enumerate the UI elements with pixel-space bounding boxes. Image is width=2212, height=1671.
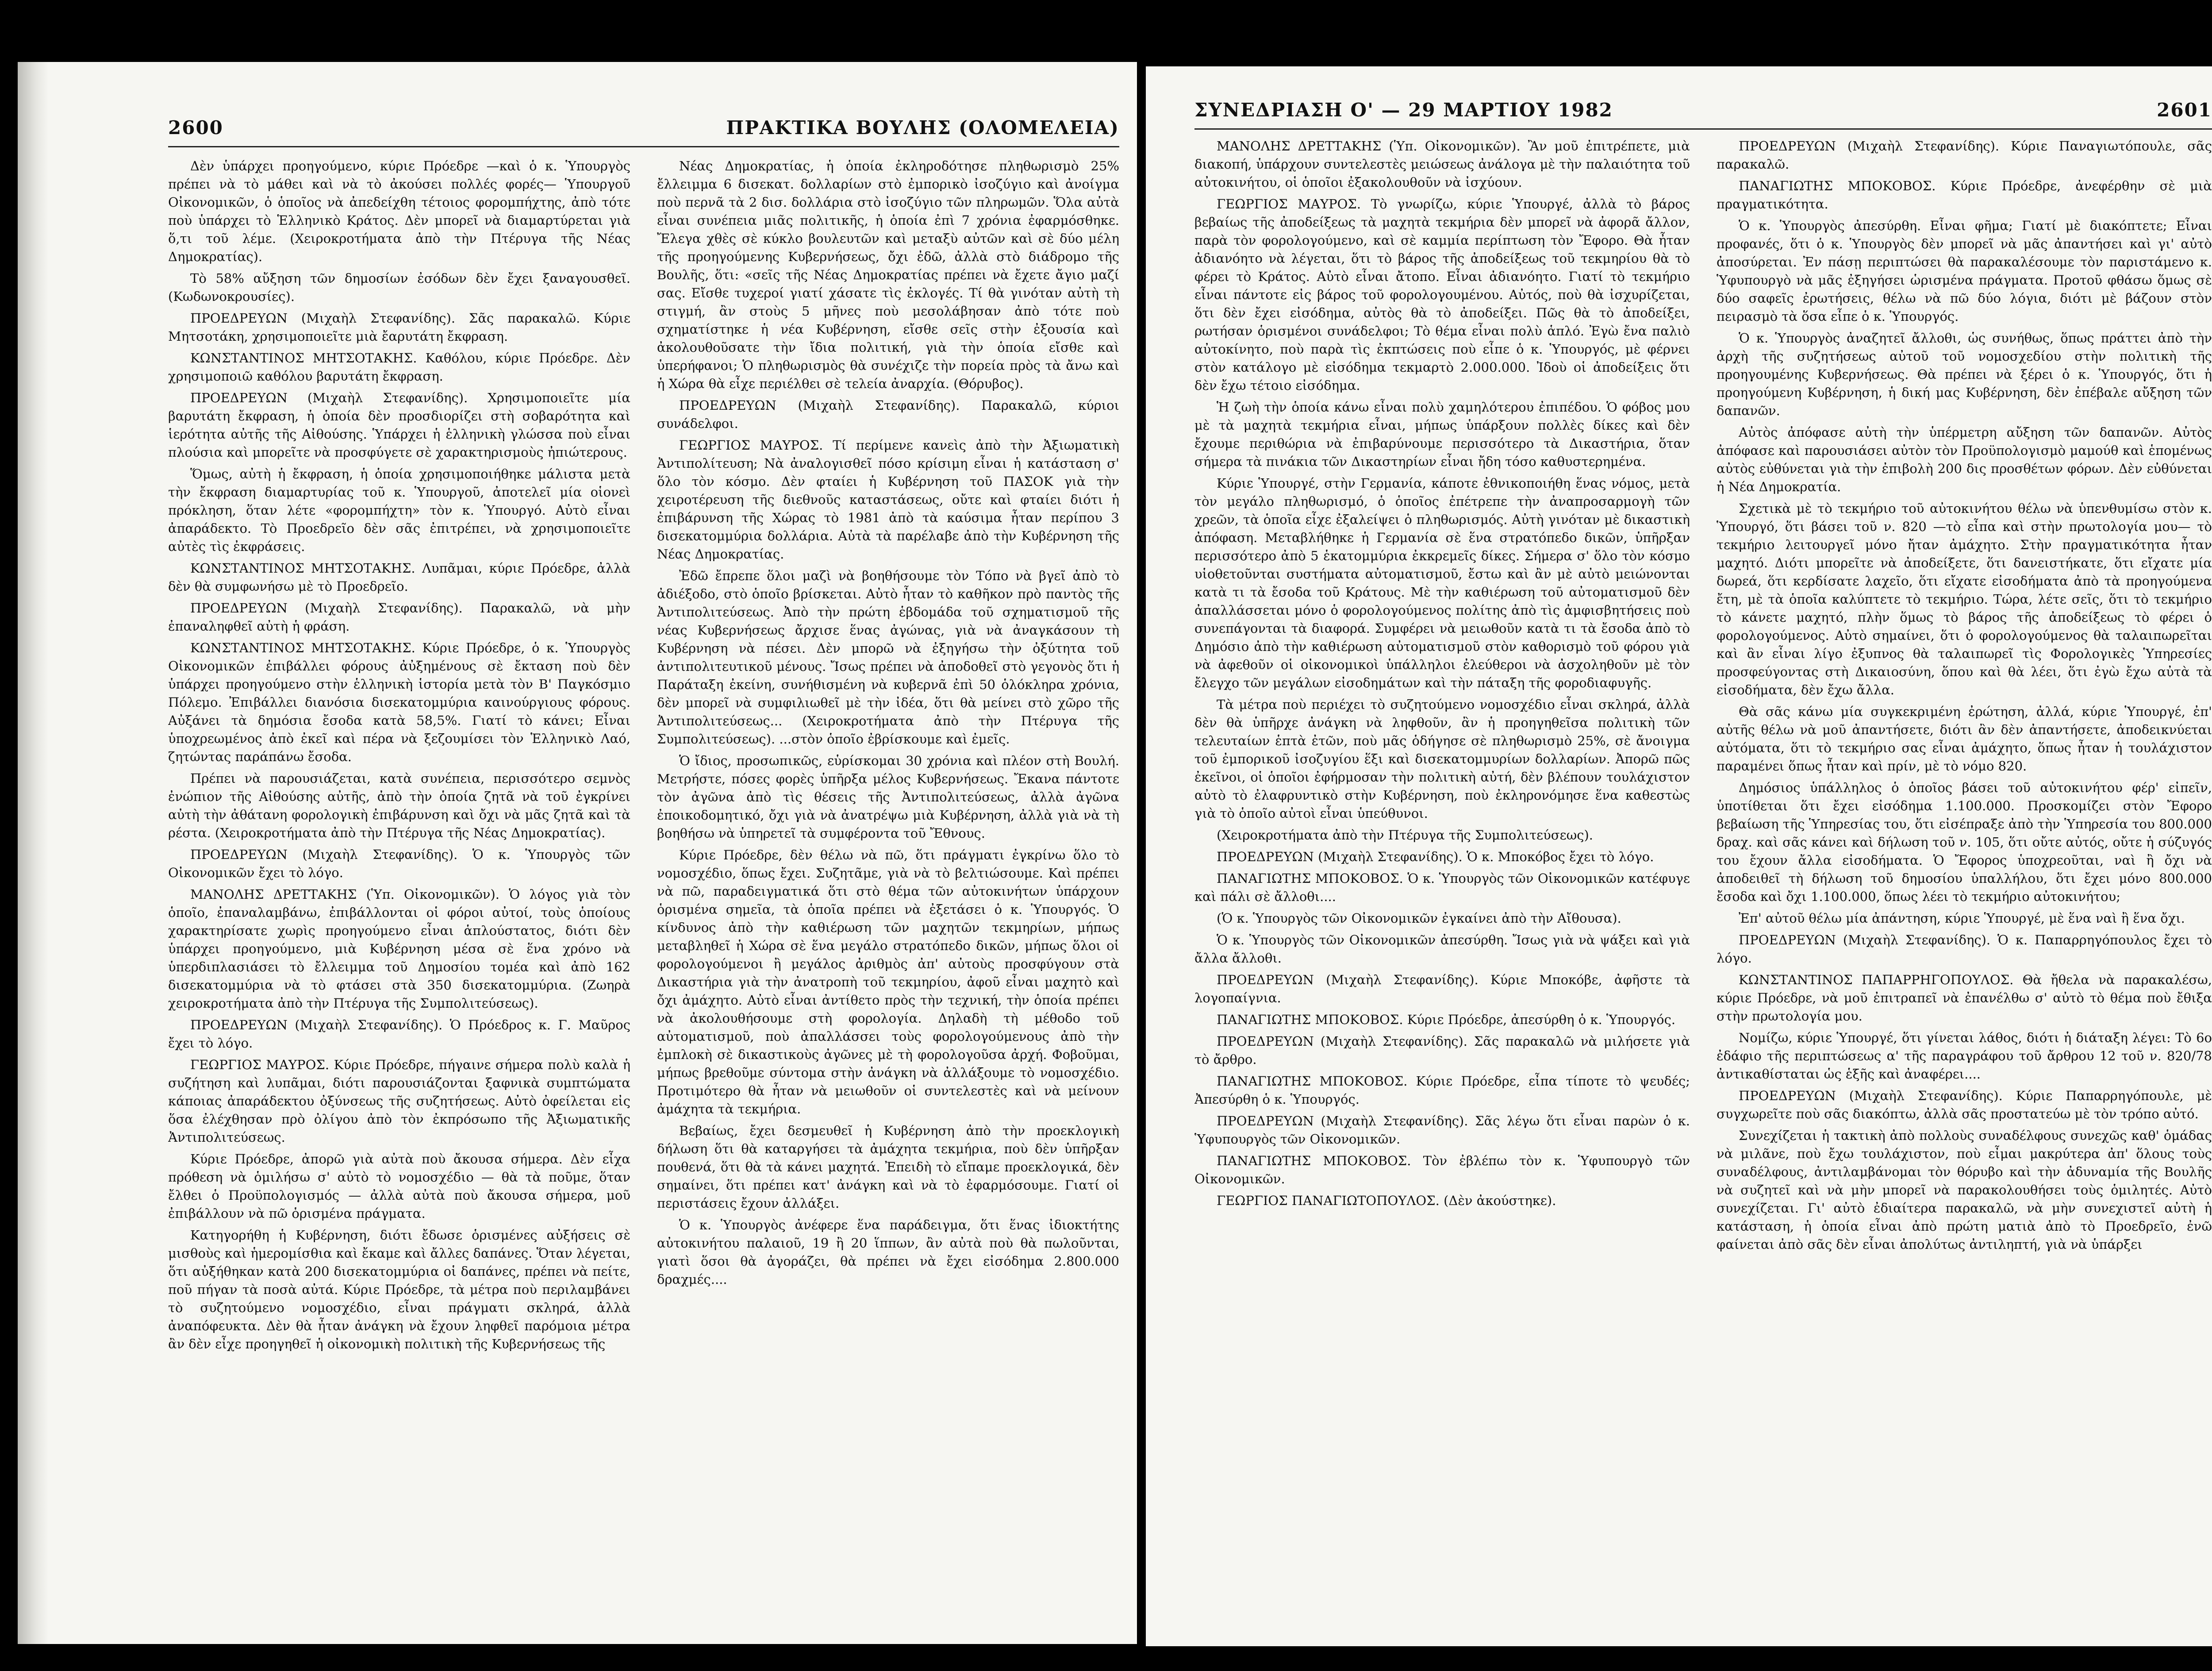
column-right xyxy=(657,157,1119,1595)
paragraph: Δημόσιος ὑπάλληλος ὁ ὁποῖος βάσει τοῦ αὐτοκινήτου φέρ' εἰπεῖν, ὑποτίθεται ὅτι ἔχει εἰσόδημα 1.100.000. Προσκομίζει στὸν Ἔφορο βεβαίωση τῆς Ὑπηρεσίας του, ὅτι εἰσέπραξε ἀπὸ τὴν Ὑπηρεσία του 800.000 δραχ. καὶ σᾶς κάνει καὶ δήλωση τοῦ ν. 105, ὅτι οὔτε αὐτός, οὔτε ἡ σύζυγός του ἔχουν ἄλλα εἰσοδήματα. Ὁ Ἔφορος ὑποχρεοῦται, ναὶ ἢ ὄχι νὰ ἀποδειθεῖ τὴ δήλωση τοῦ δημοσίου ὑπαλλήλου, ὅτι ἔχει μόνο 800.000 ἔσοδα καὶ ὄχι 1.100.000, ὅπως λέει τὸ τεκμήριο αὐτοκινήτου; xyxy=(1717,780,2212,904)
paragraph: ΠΡΟΕΔΡΕΥΩΝ (Μιχαὴλ Στεφανίδης). Ὁ κ. Ὑπουργὸς τῶν Οἰκονομικῶν ἔχει τὸ λόγο. xyxy=(168,847,630,880)
paragraph: (Χειροκροτήματα ἀπὸ τὴν Πτέρυγα τῆς Συμπολιτεύσεως). xyxy=(1217,828,1594,843)
paragraph: ΓΕΩΡΓΙΟΣ ΜΑΥΡΟΣ. Κύριε Πρόεδρε, πήγαινε σήμερα πολὺ καλὰ ἡ συζήτηση καὶ λυπᾶμαι, διότι παρουσιάζονται ξαφνικὰ συμπτώματα κάποιας ἀπαράδεκτου ὀξύνσεως τῆς συζητήσεως. Αὐτὸ ὀφείλεται εἰς ὅσα ἐλέχθησαν πρὸ ὀλίγου ἀπὸ τὸν ἐκπρόσωπο τῆς Ἀξιωματικῆς Ἀντιπολιτεύσεως. xyxy=(168,1057,630,1145)
page-header xyxy=(168,111,1119,147)
page-number: 2601 xyxy=(2157,99,2212,121)
paragraph: Αὐτὸς ἀπόφασε αὐτὴ τὴν ὑπέρμετρη αὔξηση τῶν δαπανῶν. Αὐτὸς ἀπόφασε καὶ παρουσιάσει αὐτὸν τὸν Προϋπολογισμὸ μαμούθ καὶ ἑπομένως αὐτὸς εὐθύνεται γιὰ τὴν ἐπιβολὴ 200 δις προσθέτων φόρων. Δὲν εὐθύνεται ἡ Νέα Δημοκρατία. xyxy=(1717,425,2212,494)
paragraph: ΓΕΩΡΓΙΟΣ ΠΑΝΑΓΙΩΤΟΠΟΥΛΟΣ. (Δὲν ἀκούστηκε). xyxy=(1217,1193,1556,1208)
paragraph: Ἐδῶ ἔπρεπε ὅλοι μαζὶ νὰ βοηθήσουμε τὸν Τόπο νὰ βγεῖ ἀπὸ τὸ ἀδιέξοδο, στὸ ὁποῖο βρίσκεται. Αὐτὸ ἦταν τὸ καθῆκον πρὸ παντὸς τῆς Ἀντιπολιτεύσεως. Ἀπὸ τὴν πρώτη ἑβδομάδα τοῦ σχηματισμοῦ τῆς νέας Κυβερνήσεως ἄρχισε ἕνας ἀγώνας, γιὰ νὰ ἀναγκάσουν τὴ Κυβέρνηση νὰ πέσει. Δὲν μπορῶ νὰ ἐξηγήσω τὴν ὀξύτητα τοῦ ἀντιπολιτευτικοῦ μένους. Ἴσως πρέπει νὰ ἀποδοθεῖ στὸ γεγονὸς ὅτι ἡ Παράταξη ἐκείνη, συνήθισμένη νὰ κυβερνᾶ ἐπὶ 50 ὁλόκληρα χρόνια, δὲν μπορεῖ νὰ συμφιλιωθεῖ μὲ τὴν ἰδέα, ὅτι θὰ μείνει στὸ χῶρο τῆς Ἀντιπολιτεύσεως... (Χειροκροτήματα ἀπὸ τὴν Πτέρυγα τῆς Συμπολιτεύσεως). ...στὸν ὁποῖο ἐβρίσκουμε καὶ ἐμεῖς. xyxy=(657,568,1119,747)
column-left xyxy=(1194,137,1690,1598)
paragraph: Πρέπει νὰ παρουσιάζεται, κατὰ συνέπεια, περισσότερο σεμνὸς ἐνώπιον τῆς Αἰθούσης αὐτῆς, ἀπὸ τὴν ὁποία ζητᾶ νὰ τοῦ ἐγκρίνει αὐτὴ τὴν ἀθάτανη φορολογικὴ ἐπιβάρυνση καὶ ὄχι νὰ μᾶς ζητᾶ καὶ τὰ ρέστα. (Χειροκροτήματα ἀπὸ τὴν Πτέρυγα τῆς Νέας Δημοκρατίας). xyxy=(168,771,630,840)
paragraph: ΓΕΩΡΓΙΟΣ ΜΑΥΡΟΣ. Τὸ γνωρίζω, κύριε Ὑπουργέ, ἀλλὰ τὸ βάρος βεβαίως τῆς ἀποδείξεως τὰ μαχητὰ τεκμήρια δὲν μπορεῖ νὰ ἀφορᾶ ἄλλον, παρὰ τὸν φορολογούμενο, καὶ σὲ καμμία περίπτωση τὸν Ἔφορο. Θὰ ἦταν ἀδιανόητο νὰ λέγεται, ὅτι τὸ βάρος τῆς ἀποδείξεως τοῦ τεκμηρίου θὰ τὸ φέρει τὸ Κράτος. Αὐτὸ εἶναι ἄτοπο. Εἶναι ἀδιανόητο. Γιατί τὸ τεκμήριο εἶναι πάντοτε εἰς βάρος τοῦ φορολογουμένου. Αὐτός, ποὺ θὰ ἰσχυρίζεται, ὅτι δὲν ἔχει εἰσόδημα, αὐτὸς θὰ τὸ ἀποδείξει. Πῶς θὰ τὸ ἀποδείξει, ρωτήσαν ὁρισμένοι συνάδελφοι; Τὸ θέμα εἶναι πολὺ ἁπλό. Ἐγὼ ἔνα παλιὸ αὐτοκίνητο, ποὺ παρὰ τὶς ἐκπτώσεις ποὺ εἶπε ὁ κ. Ὑπουργός, μὲ φέρνει στὸν κατάλογο μὲ εἰσόδημα τεκμαρτὸ 2.000.000. Ἰδοὺ οἱ ἀποδείξεις ὅτι δὲν ἔχω τέτοιο εἰσόδημα. xyxy=(1194,196,1690,393)
paragraph: Συνεχίζεται ἡ τακτικὴ ἀπὸ πολλοὺς συναδέλφους συνεχῶς καθ' ὁμάδας νὰ μιλᾶνε, ποὺ ἔχω τουλάχιστον, ποὺ εἶμαι μακρύτερα ἀπ' ὅλους τοὺς συναδέλφους, ἀντιλαμβάνομαι τὸν θόρυβο καὶ τὴν ἀδυναμία τῆς Βουλῆς νὰ συζητεῖ καὶ νὰ μὴν μπορεῖ νὰ παρακολουθήσει τοὺς ὁμιλητές. Αὐτὸ συνεχίζεται. Γι' αὐτὸ ἐδιαίτερα παρακαλῶ, νὰ μὴν συνεχιστεῖ αὐτὴ ἡ κατάσταση, ἡ ὁποία εἶναι ἀπὸ πρώτη ματιὰ ἀπὸ τὸ Προεδρεῖο, ἐνῶ φαίνεται ἀπὸ σᾶς δὲν εἶναι ἀπολύτως ἀντιληπτή, γιὰ νὰ ὑπάρξει xyxy=(1717,1128,2212,1252)
paragraph: ΜΑΝΟΛΗΣ ΔΡΕΤΤΑΚΗΣ (Ὑπ. Οἰκονομικῶν). Ὁ λόγος γιὰ τὸν ὁποῖο, ἐπαναλαμβάνω, ἐπιβάλλονται οἱ φόροι αὐτοί, τοὺς ὁποίους χαρακτηρίσατε χωρὶς προηγούμενο εἶναι ἁπλούστατος, διότι δὲν ὑπάρχει προηγούμενο, μιὰ Κυβέρνηση μέσα σὲ ἕνα χρόνο νὰ ὑπερδιπλασιάσει τὸ ἔλλειμμα τοῦ Δημοσίου τομέα καὶ ἀπὸ 162 δισεκατομμύρια νὰ τὸ φτάσει στὰ 350 δισεκατομμύρια. (Ζωηρὰ χειροκροτήματα ἀπὸ τὴν Πτέρυγα τῆς Συμπολιτεύσεως). xyxy=(168,887,630,1011)
paragraph: ΚΩΝΣΤΑΝΤΙΝΟΣ ΜΗΤΣΟΤΑΚΗΣ. Καθόλου, κύριε Πρόεδρε. Δὲν χρησιμοποιῶ καθόλου βαρυτάτη ἔκφραση. xyxy=(168,350,630,384)
paragraph: Κύριε Πρόεδρε, δὲν θέλω νὰ πῶ, ὅτι πράγματι ἐγκρίνω ὅλο τὸ νομοσχέδιο, ὅπως ἔχει. Συζητᾶμε, γιὰ νὰ τὸ βελτιώσουμε. Καὶ πρέπει νὰ πῶ, παραδειγματικά ὅτι στὸ θέμα τῶν αὐτοκινήτων ὑπάρχουν ὁρισμένα σημεῖα, τὰ ὁποῖα πρέπει νὰ ἐξετάσει ὁ κ. Ὑπουργός. Ὁ κίνδυνος ἀπὸ τὴν καθιέρωση τῶν μαχητῶν τεκμηρίων, μήπως μεταβληθεῖ ἡ Χώρα σὲ ἕνα μεγάλο στρατόπεδο δικῶν, μήπως ὅλοι οἱ φορολογούμενοι ἢ μεγάλος ἀριθμὸς ἀπ' αὐτοὺς προσφύγουν στὰ Δικαστήρια γιὰ τὴν ἀνατροπὴ τοῦ τεκμηρίου, ἀφοῦ εἶναι μαχητὸ καὶ ὄχι ἀμάχητο. Αὐτὸ εἶναι ἀντίθετο πρὸς τὴν τεχνική, τὴν ὁποία πρέπει νὰ ἀκολουθήσουμε στὴ φορολογία. Δηλαδὴ τὴ μέθοδο τοῦ αὐτοματισμοῦ, ποὺ ἀπαλλάσσει τοὺς φορολογούμενους ἀπὸ τὴν ἐμπλοκὴ σὲ δικαστικοὺς ἀγῶνες μὲ τὴ φορολογοῦσα ἀρχή. Φοβοῦμαι, μήπως βρεθοῦμε σύντομα στὴν ἀνάγκη νὰ ἀλλάξουμε τὸ νομοσχέδιο. Προτιμότερο θὰ ἦταν νὰ μειωθοῦν οἱ συντελεστὲς καὶ νὰ μείνουν ἀμάχητα τὰ τεκμήρια. xyxy=(657,847,1119,1117)
text-columns xyxy=(1194,137,2212,1598)
paragraph: Ὁ κ. Ὑπουργὸς ἀνέφερε ἕνα παράδειγμα, ὅτι ἕνας ἰδιοκτήτης αὐτοκινήτου παλαιοῦ, 19 ἢ 20 ἵππων, ἂν αὐτὰ ποὺ θὰ πωλοῦνται, γιατὶ ὅσοι θὰ ἀγοράζει, θὰ πρέπει νὰ ἔχει εἰσόδημα 2.800.000 δραχμές.... xyxy=(657,1217,1119,1287)
paragraph: ΠΡΟΕΔΡΕΥΩΝ (Μιχαὴλ Στεφανίδης). Παρακαλῶ, κύριοι συνάδελφοι. xyxy=(657,398,1119,431)
paragraph: ΠΡΟΕΔΡΕΥΩΝ (Μιχαὴλ Στεφανίδης). Κύριε Παπαρρηγόπουλε, μὲ συγχωρεῖτε ποὺ σᾶς διακόπτω, ἀλλὰ σᾶς προστατεύω μὲ τὸν τρόπο αὐτό. xyxy=(1717,1088,2212,1121)
page-edge-shadow xyxy=(18,62,49,1644)
paragraph: Τὰ μέτρα ποὺ περιέχει τὸ συζητούμενο νομοσχέδιο εἶναι σκληρά, ἀλλὰ δὲν θὰ ὑπῆρχε ἀνάγκη νὰ ληφθοῦν, ἂν ἡ προηγηθεῖσα πολιτικὴ τῶν τελευταίων ἑπτὰ ἐτῶν, ποὺ μᾶς ὁδήγησε σὲ πληθωρισμὸ 25%, σὲ ἄνοιγμα τοῦ ἐμπορικοῦ ἰσοζυγίου ἕξι καὶ δισεκατομμυρίων δολλαρίων. Ἀπορῶ πῶς ἐκεῖνοι, οἱ ὁποῖοι ἐφήρμοσαν τὴν πολιτικὴ αὐτή, δὲν βλέπουν τουλάχιστον αὐτὸ τὸ ἐλαφρυντικὸ στὴν Κυβέρνηση, ποὺ ἐκληρονόμησε ἕνα καθεστὼς γιὰ τὸ ὁποῖο αὐτοὶ εἶναι ὑπεύθυνοι. xyxy=(1194,697,1690,821)
paragraph: ΠΑΝΑΓΙΩΤΗΣ ΜΠΟΚΟΒΟΣ. Τὸν ἐβλέπω τὸν κ. Ὑφυπουργὸ τῶν Οἰκονομικῶν. xyxy=(1194,1153,1690,1186)
paragraph: ΓΕΩΡΓΙΟΣ ΜΑΥΡΟΣ. Τί περίμενε κανεὶς ἀπὸ τὴν Ἀξιωματικὴ Ἀντιπολίτευση; Νὰ ἀναλογισθεῖ πόσο κρίσιμη εἶναι ἡ κατάσταση σ' ὅλο τὸν κόσμο. Δὲν φταίει ἡ Κυβέρνηση τοῦ ΠΑΣΟΚ γιὰ τὴν χειροτέρευση τῆς διεθνοῦς καταστάσεως, οὔτε καὶ φταίει διότι ἡ ἐπιβάρυνση τῆς Χώρας τὸ 1981 ἀπὸ τὰ καύσιμα ἦταν περίπου 3 δισεκατομμύρια δολλάρια. Αὐτὰ τὰ παρέλαβε ἀπὸ τὴν Κυβέρνηση τῆς Νέας Δημοκρατίας. xyxy=(657,438,1119,562)
paragraph: ΚΩΝΣΤΑΝΤΙΝΟΣ ΜΗΤΣΟΤΑΚΗΣ. Λυπᾶμαι, κύριε Πρόεδρε, ἀλλὰ δὲν θὰ συμφωνήσω μὲ τὸ Προεδρεῖο. xyxy=(168,561,630,594)
paragraph: Θὰ σᾶς κάνω μία συγκεκριμένη ἐρώτηση, ἀλλά, κύριε Ὑπουργέ, ἐπ' αὐτῆς θέλω νὰ μοῦ ἀπαντήσετε, διότι ἂν δὲν ἀπαντήσετε, ἀποδεικνύεται αὐτόματα, ὅτι τὸ τεκμήριο σας εἶναι ἀμάχητο, ὅπως ἦταν ἡ τουλάχιστον παραμένει ὅπως ἦταν καὶ πρίν, μὲ τὸ νόμο 820. xyxy=(1717,704,2212,774)
paragraph: ΠΑΝΑΓΙΩΤΗΣ ΜΠΟΚΟΒΟΣ. Κύριε Πρόεδρε, ἀπεσύρθη ὁ κ. Ὑπουργός. xyxy=(1217,1012,1676,1027)
right-page xyxy=(1146,66,2212,1646)
paragraph: Ἡ ζωὴ τὴν ὁποία κάνω εἶναι πολὺ χαμηλότερου ἐπιπέδου. Ὁ φόβος μου μὲ τὰ μαχητὰ τεκμήρια εἶναι, μήπως ὑπάρξουν πολλὲς δίκες καὶ δὲν ἔχουμε περιθώρια νὰ ἐπιβαρύνουμε περισσότερο τὰ Δικαστήρια, ὅταν σήμερα τὰ πινάκια τῶν Δικαστηρίων εἶναι ἤδη τόσο καθυστερημένα. xyxy=(1194,400,1690,469)
paragraph: Νομίζω, κύριε Ὑπουργέ, ὅτι γίνεται λάθος, διότι ἡ διάταξη λέγει: Τὸ 6ο ἐδάφιο τῆς περιπτώσεως α' τῆς παραγράφου τοῦ ἄρθρου 12 τοῦ ν. 820/78 ἀντικαθίσταται ὡς ἑξῆς καὶ ἀναφέρει.... xyxy=(1717,1030,2212,1082)
paragraph: ΠΡΟΕΔΡΕΥΩΝ (Μιχαὴλ Στεφανίδης). Σᾶς παρακαλῶ. Κύριε Μητσοτάκη, χρησιμοποιεῖτε μιὰ ἔαρυτάτη ἔκφραση. xyxy=(168,311,630,344)
text-columns xyxy=(168,157,1119,1595)
paragraph: ΠΑΝΑΓΙΩΤΗΣ ΜΠΟΚΟΒΟΣ. Κύριε Πρόεδρε, ἀνεφέρθην σὲ μιὰ πραγματικότητα. xyxy=(1717,178,2212,212)
page-number: 2600 xyxy=(168,117,223,139)
paragraph: ΠΡΟΕΔΡΕΥΩΝ (Μιχαὴλ Στεφανίδης). Χρησιμοποιεῖτε μία βαρυτάτη ἔκφραση, ἡ ὁποία δὲν προσδιορίζει στὴ σοβαρότητα καὶ ἱερότητα αὐτῆς τῆς Αἰθούσης. Ὑπάρχει ἡ ἑλληνικὴ γλώσσα ποὺ εἶναι πλούσια καὶ μπορεῖτε νὰ προσφύγετε σὲ χαρακτηρισμοὺς ἠπιώτερους. xyxy=(168,390,630,460)
paragraph: ΠΡΟΕΔΡΕΥΩΝ (Μιχαὴλ Στεφανίδης). Σᾶς λέγω ὅτι εἶναι παρὼν ὁ κ. Ὑφυπουργὸς τῶν Οἰκονομικῶν. xyxy=(1194,1113,1690,1147)
paragraph: Σχετικὰ μὲ τὸ τεκμήριο τοῦ αὐτοκινήτου θέλω νὰ ὑπενθυμίσω στὸν κ. Ὑπουργό, ὅτι βάσει τοῦ ν. 820 —τὸ εἶπα καὶ στὴν πρωτολογία μου— τὸ τεκμήριο λειτουργεῖ μόνο ἤταν ἀμάχητο. Στὴν πραγματικότητα ἦταν μαχητό. Διότι μπορεῖτε νὰ ἀποδείξετε, ὅτι δανειστήκατε, ὅτι εἴχατε μία δωρεά, ὅτι κερδίσατε λαχεῖο, ὅτι εἴχατε εἰσοδήματα ἀπὸ τὰ προηγούμενα ἔτη, μὲ τὰ ὁποῖα καλύπτετε τὸ τεκμήριο. Τώρα, λέτε σεῖς, ὅτι τὸ τεκμήριο τὸ κάνετε μαχητό, πλὴν ὅμως τὸ βάρος τῆς ἀποδείξεως τὸ φέρει ὁ φορολογούμενος. Αὐτὸ σημαίνει, ὅτι ὁ φορολογούμενος θὰ ταλαιπωρεῖται καὶ ἂν εἶναι λίγο ἐξυπνος θὰ ταλαιπωρεῖ τὶς Φορολογικὲς Ὑπηρεσίες προσφεύγοντας στὴ Δικαιοσύνη, ὅπου καὶ θὰ λέει, ὅτι ἐγὼ ἔχω αὐτὰ τὰ εἰσοδήματα, δὲν ἔχω ἄλλα. xyxy=(1717,501,2212,697)
column-right xyxy=(1717,137,2212,1598)
running-head: ΣΥΝΕΔΡΙΑΣΗ Ο' — 29 ΜΑΡΤΙΟΥ 1982 xyxy=(1194,99,1613,121)
column-left xyxy=(168,157,630,1595)
paragraph: Ὁ κ. Ὑπουργὸς ἀναζητεῖ ἄλλοθι, ὡς συνήθως, ὅπως πράττει ἀπὸ τὴν ἀρχὴ τῆς συζητήσεως αὐτοῦ τοῦ νομοσχεδίου στὴν πολιτικὴ τῆς προηγουμένης Κυβερνήσεως. Θὰ πρέπει νὰ ξέρει ὁ κ. Ὑπουργός, ὅτι ἡ προηγούμενη Κυβέρνηση, ἡ δική μας Κυβέρνηση, δὲν ἐπέβαλε αὔξηση τῶν δαπανῶν. xyxy=(1717,331,2212,418)
paragraph: ΚΩΝΣΤΑΝΤΙΝΟΣ ΠΑΠΑΡΡΗΓΟΠΟΥΛΟΣ. Θὰ ἤθελα νὰ παρακαλέσω, κύριε Πρόεδρε, νὰ μοῦ ἐπιτραπεῖ νὰ ἐπανέλθω σ' αὐτὸ τὸ θέμα ποὺ ἔθιξα στὴν πρωτολογία μου. xyxy=(1717,972,2212,1024)
paragraph: Τὸ 58% αὔξηση τῶν δημοσίων ἐσόδων δὲν ἔχει ξαναγουσθεῖ. (Κωδωνοκρουσίες). xyxy=(168,271,630,304)
paragraph: Ἐπ' αὐτοῦ θέλω μία ἀπάντηση, κύριε Ὑπουργέ, μὲ ἕνα ναὶ ἢ ἕνα ὄχι. xyxy=(1739,911,2185,926)
paragraph: ΠΡΟΕΔΡΕΥΩΝ (Μιχαὴλ Στεφανίδης). Κύριε Παναγιωτόπουλε, σᾶς παρακαλῶ. xyxy=(1717,139,2212,172)
paragraph: Δὲν ὑπάρχει προηγούμενο, κύριε Πρόεδρε —καὶ ὁ κ. Ὑπουργὸς πρέπει νὰ τὸ μάθει καὶ νὰ τὸ ἀκούσει πολλές φορές— Ὑπουργοῦ Οἰκονομικῶν, ὁ ὁποῖος νὰ ἀπεδείχθη τέτοιος φορομπήχτης, ἀπὸ τότε ποὺ ὑπάρχει τὸ Ἑλληνικὸ Κράτος. Δὲν μπορεῖ νὰ διαμαρτύρεται γιὰ ὅ,τι τοῦ λέμε. (Χειροκροτήματα ἀπὸ τὴν Πτέρυγα τῆς Νέας Δημοκρατίας). xyxy=(168,158,630,264)
paragraph: Βεβαίως, ἔχει δεσμευθεῖ ἡ Κυβέρνηση ἀπὸ τὴν προεκλογικὴ δήλωση ὅτι θὰ καταργήσει τὰ ἀμάχητα τεκμήρια, ποὺ δὲν ὑπῆρξαν πουθενά, ὅτι θὰ τὰ κάνει μαχητά. Ἐπειδὴ τὸ εἴπαμε προεκλογικά, δὲν σημαίνει, ὅτι πρέπει κατ' ἀνάγκη καὶ νὰ τὸ ἐφαρμόσουμε. Γιατί οἱ περιστάσεις ἔχουν ἀλλάξει. xyxy=(657,1123,1119,1211)
paragraph: ΠΡΟΕΔΡΕΥΩΝ (Μιχαὴλ Στεφανίδης). Ὁ κ. Παπαρρηγόπουλος ἔχει τὸ λόγο. xyxy=(1717,932,2212,966)
paragraph: ΠΡΟΕΔΡΕΥΩΝ (Μιχαὴλ Στεφανίδης). Σᾶς παρακαλῶ νὰ μιλήσετε γιὰ τὸ ἄρθρο. xyxy=(1194,1034,1690,1067)
paragraph: Ὅμως, αὐτὴ ἡ ἔκφραση, ἡ ὁποία χρησιμοποιήθηκε μάλιστα μετὰ τὴν ἔκφραση διαμαρτυρίας τοῦ κ. Ὑπουργοῦ, ἀποτελεῖ μία οἱονεὶ πρόκληση, ὅταν λέτε «φορομπήχτη» τὸν κ. Ὑπουργό. Αὐτὸ εἶναι ἀπαράδεκτο. Τὸ Προεδρεῖο δὲν σᾶς ἐπιτρέπει, νὰ χρησιμοποιεῖτε αὐτὲς τὶς ἐκφράσεις. xyxy=(168,466,630,554)
paragraph: Κύριε Ὑπουργέ, στὴν Γερμανία, κάποτε ἐθνικοποιήθη ἕνας νόμος, μετὰ τὸν μεγάλο πληθωρισμό, ὁ ὁποῖος ἐπέτρεπε τὴν ἀναπροσαρμογὴ τῶν χρεῶν, τὰ ὁποῖα εἶχε ἐξαλείψει ὁ πληθωρισμός. Αὐτὴ γινόταν μὲ δικαστικὴ ἀπόφαση. Μεταβλήθηκε ἡ Γερμανία σὲ ἕνα στρατόπεδο δικῶν, ὑπῆρξαν περισσότερο ἀπὸ 5 ἑκατομμύρια ἐκκρεμεῖς δίκες. Σήμερα σ' ὅλο τὸν κόσμο υἱοθετοῦνται συστήματα αὐτοματισμοῦ, ἔστω καὶ ἂν μὲ αὐτὸ μειώνονται κατὰ τι τὰ ἔσοδα τοῦ Κράτους. Μὲ τὴν καθιέρωση τοῦ αὐτοματισμοῦ δὲν ἀπαλλάσσεται μόνο ὁ φορολογούμενος πολίτης ἀπὸ τὶς ἀμφισβητήσεις ποὺ συνεπάγονται τὰ διαφορά. Συμφέρει νὰ μειωθοῦν κατὰ τι τὰ ἔσοδα ἀπὸ τὸ Δημόσιο ἀπὸ τὴν καθιέρωση αὐτοματισμοῦ στὸν καθορισμὸ τοῦ φόρου γιὰ νὰ ἀφεθοῦν οἱ οἰκονομικοὶ ὑπάλληλοι ἐλεύθεροι νὰ ἀσχοληθοῦν μὲ τὸν ἔλεγχο τῶν μεγάλων εἰσοδημάτων καὶ τὴν πάταξη τῆς φοροδιαφυγῆς. xyxy=(1194,476,1690,690)
paragraph: ΜΑΝΟΛΗΣ ΔΡΕΤΤΑΚΗΣ (Ὑπ. Οἰκονομικῶν). Ἂν μοῦ ἐπιτρέπετε, μιὰ διακοπή, ὑπάρχουν συντελεστὲς μειώσεως ἀνάλογα μὲ τὴν παλαιότητα τοῦ αὐτοκινήτου, οἱ ὁποῖοι ἐξακολουθοῦν νὰ ἰσχύουν. xyxy=(1194,139,1690,190)
paragraph: Ὁ κ. Ὑπουργὸς ἀπεσύρθη. Εἶναι φῆμα; Γιατί μὲ διακόπτετε; Εἶναι προφανές, ὅτι ὁ κ. Ὑπουργὸς δὲν μπορεῖ νὰ μᾶς ἀπαντήσει καὶ γι' αὐτὸ ἀποσύρεται. Ἐν πάσῃ περιπτώσει θὰ παρακαλέσουμε τὸν παριστάμενο κ. Ὑφυπουργὸ νὰ μᾶς ἐξηγήσει ὡρισμένα πράγματα. Προτοῦ φθάσω ὅμως σὲ δύο σαφεῖς ἐρωτήσεις, θέλω νὰ πῶ δύο λόγια, διότι μὲ βάζουν στὸν πειρασμὸ τὰ ὅσα εἶπε ὁ κ. Ὑπουργός. xyxy=(1717,218,2212,324)
left-page xyxy=(18,62,1137,1644)
paragraph: Κατηγορήθη ἡ Κυβέρνηση, διότι ἔδωσε ὁρισμένες αὐξήσεις σὲ μισθοὺς καὶ ἡμερομίσθια καὶ ἔκαμε καὶ ἄλλες δαπάνες. Ὅταν λέγεται, ὅτι αὐξήθηκαν κατὰ 200 δισεκατομμύρια οἱ δαπάνες, πρέπει νὰ πείτε, ποῦ πήγαν τὰ ποσὰ αὐτά. Κύριε Πρόεδρε, τὰ μέτρα ποὺ περιλαμβάνει τὸ συζητούμενο νομοσχέδιο, εἶναι πράγματι σκληρά, ἀλλὰ ἀναπόφευκτα. Δὲν θὰ ἦταν ἀνάγκη νὰ ἔχουν ληφθεῖ παρόμοια μέτρα ἂν δὲν εἶχε προηγηθεῖ ἡ οἰκονομικὴ πολιτικὴ τῆς Κυβερνήσεως τῆς xyxy=(168,1228,630,1351)
paragraph: Ὁ ἴδιος, προσωπικῶς, εὑρίσκομαι 30 χρόνια καὶ πλέον στὴ Βουλή. Μετρήστε, πόσες φορὲς ὑπῆρξα μέλος Κυβερνήσεως. Ἔκανα πάντοτε τὸν ἀγῶνα ἀπὸ τὶς θέσεις τῆς Ἀντιπολιτεύσεως, ἀλλὰ ἀγῶνα ἐποικοδομητικό, ὄχι γιὰ νὰ ἀνατρέψω μιὰ Κυβέρνηση, ἀλλὰ γιὰ νὰ τὴ βοηθήσω νὰ ὑπηρετεῖ τὰ συμφέροντα τοῦ Ἔθνους. xyxy=(657,753,1119,841)
paragraph: Ὁ κ. Ὑπουργὸς τῶν Οἰκονομικῶν ἀπεσύρθη. Ἴσως γιὰ νὰ ψάξει καὶ γιὰ ἄλλα ἄλλοθι. xyxy=(1194,932,1690,966)
running-head: ΠΡΑΚΤΙΚΑ ΒΟΥΛΗΣ (ΟΛΟΜΕΛΕΙΑ) xyxy=(726,117,1119,139)
paragraph: Κύριε Πρόεδρε, ἀπορῶ γιὰ αὐτὰ ποὺ ἄκουσα σήμερα. Δὲν εἶχα πρόθεση νὰ ὁμιλήσω σ' αὐτὸ τὸ νομοσχέδιο — θὰ τὰ ποῦμε, ὅταν ἔλθει ὁ Προϋπολογισμός — ἀλλὰ αὐτὰ ποὺ ἄκουσα σήμερα, μοῦ ἐπιβάλλουν νὰ πῶ ὁρισμένα πράγματα. xyxy=(168,1151,630,1221)
paragraph: ΠΡΟΕΔΡΕΥΩΝ (Μιχαὴλ Στεφανίδης). Κύριε Μποκόβε, ἀφῆστε τὰ λογοπαίγνια. xyxy=(1194,972,1690,1005)
paragraph: (Ὁ κ. Ὑπουργὸς τῶν Οἰκονομικῶν ἐγκαίνει ἀπὸ τὴν Αἴθουσα). xyxy=(1217,911,1621,926)
paragraph: Νέας Δημοκρατίας, ἡ ὁποία ἐκληροδότησε πληθωρισμὸ 25% ἔλλειμμα 6 δισεκατ. δολλαρίων στὸ ἐμπορικὸ ἰσοζύγιο καὶ ἀνοίγμα ποὺ περνᾶ τὰ 2 δισ. δολλάρια στὸ ἰσοζύγιο τῶν πληρωμῶν. Ὅλα αὐτὰ εἶναι συνέπεια μιᾶς πολιτικῆς, ἡ ὁποία ἐπὶ 7 χρόνια ἐφαρμόσθηκε. Ἔλεγα χθὲς σὲ κύκλο βουλευτῶν καὶ μεταξὺ αὐτῶν καὶ σὲ δύο μέλη τῆς προηγούμενης Κυβερνήσεως, ὄχι ἐδῶ, ἀλλὰ στὸ διάδρομο τῆς Βουλῆς, ὅτι: «σεῖς τῆς Νέας Δημοκρατίας πρέπει νὰ ἔχετε ἄγιο μαζί σας. Εἴσθε τυχεροί γιατί χάσατε τὶς ἐκλογές. Τί θὰ γινόταν αὐτὴ τὴ στιγμή, ἂν στοὺς 5 μῆνες ποὺ μεσολάβησαν ἀπὸ τότε ποὺ σχηματίστηκε ἡ νέα Κυβέρνηση, εἴσθε σεῖς στὴν ἐξουσία καὶ ἀκολουθοῦσατε τὴν ἴδια πολιτική, γιὰ τὴν ὁποία εἴσθε καὶ ὑπερήφανοι; Ὁ πληθωρισμὸς θὰ συνέχιζε τὴν πορεία πρὸς τὰ ἄνω καὶ ἡ Χώρα θὰ εἶχε περιέλθει σὲ τελεία ἀναρχία. (Θόρυβος). xyxy=(657,158,1119,391)
page-header xyxy=(1194,93,2212,130)
paragraph: ΚΩΝΣΤΑΝΤΙΝΟΣ ΜΗΤΣΟΤΑΚΗΣ. Κύριε Πρόεδρε, ὁ κ. Ὑπουργὸς Οἰκονομικῶν ἐπιβάλλει φόρους ἀὐξημένους σὲ ἔκταση ποὺ δὲν ὑπάρχει προηγούμενο στὴν ἑλληνικὴ ἱστορία μετὰ τὸν Β' Παγκόσμιο Πόλεμο. Ἐπιβάλλει διανόσια δισεκατομμύρια καινούργιους φόρους. Αὐξάνει τὰ δημόσια ἔσοδα κατὰ 58,5%. Γιατί τὸ κάνει; Εἶναι ὑποχρεωμένος ἀπὸ ἐκεῖ καὶ πέρα νὰ ξεζουμίσει τὸν Ἑλληνικὸ Λαό, ζητώντας παράπάνω ἔσοδα. xyxy=(168,640,630,764)
paragraph: ΠΡΟΕΔΡΕΥΩΝ (Μιχαὴλ Στεφανίδης). Ὁ Πρόεδρος κ. Γ. Μαῦρος ἔχει τὸ λόγο. xyxy=(168,1017,630,1051)
paragraph: ΠΡΟΕΔΡΕΥΩΝ (Μιχαὴλ Στεφανίδης). Ὁ κ. Μποκόβος ἔχει τὸ λόγο. xyxy=(1217,849,1654,864)
paragraph: ΠΑΝΑΓΙΩΤΗΣ ΜΠΟΚΟΒΟΣ. Ὁ κ. Ὑπουργὸς τῶν Οἰκονομικῶν κατέφυγε καὶ πάλι σὲ ἄλλοθι.... xyxy=(1194,871,1690,904)
paragraph: ΠΑΝΑΓΙΩΤΗΣ ΜΠΟΚΟΒΟΣ. Κύριε Πρόεδρε, εἶπα τίποτε τὸ ψευδές; Ἀπεσύρθη ὁ κ. Ὑπουργός. xyxy=(1194,1074,1690,1107)
paragraph: ΠΡΟΕΔΡΕΥΩΝ (Μιχαὴλ Στεφανίδης). Παρακαλῶ, νὰ μὴν ἐπαναληφθεῖ αὐτὴ ἡ φράση. xyxy=(168,601,630,634)
